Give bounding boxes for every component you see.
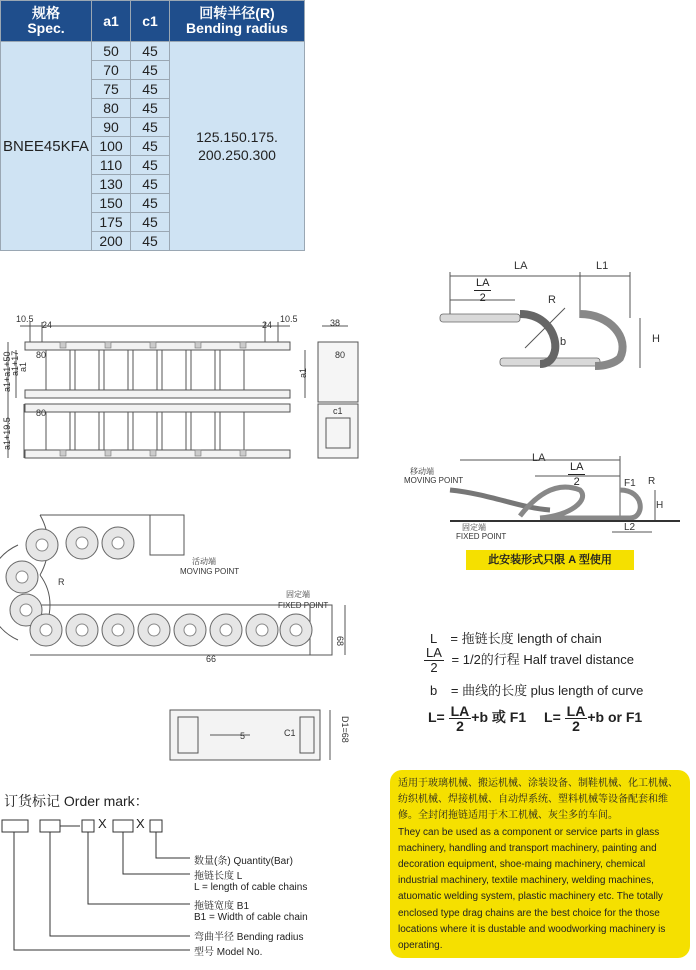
dim-10-5-right: 10.5 — [280, 314, 298, 324]
legend-la-num: LA — [426, 645, 442, 660]
diag-mid-h: H — [656, 500, 664, 511]
spec-c1-cell: 45 — [131, 213, 170, 232]
dim-38: 38 — [330, 318, 341, 328]
spec-table — [0, 0, 305, 251]
spec-c1-cell: 45 — [131, 42, 170, 61]
dim-a1-side: a1 — [298, 367, 308, 378]
dim-a1-a1-50: a1+a1+50 — [2, 351, 12, 392]
legend-l-symbol: L — [430, 631, 437, 646]
formula-mid-label: L= — [544, 709, 561, 726]
dim-68: 68 — [335, 636, 345, 647]
order-radius: 弯曲半径 Bending radius — [194, 932, 304, 943]
diag-top-la-half — [474, 276, 491, 305]
travel-diagram-top — [430, 258, 690, 388]
diag-mid-fixed-en: FIXED POINT — [456, 532, 507, 541]
spec-c1-cell: 45 — [131, 99, 170, 118]
spec-a1-cell: 150 — [92, 194, 131, 213]
diag-top-la: LA — [514, 260, 528, 272]
order-length-en: L = length of cable chains — [194, 882, 308, 893]
header-spec-en: Spec. — [27, 20, 65, 36]
radius-values-line2: 200.250.300 — [198, 147, 276, 163]
dim-80b: 80 — [36, 408, 47, 418]
order-width-en: B1 = Width of cable chain — [194, 912, 308, 923]
legend-b-symbol: b — [430, 683, 438, 698]
dim-a1: a1 — [18, 361, 28, 372]
spec-a1-cell: 175 — [92, 213, 131, 232]
fixed-point-cn: 固定端 — [286, 590, 310, 599]
diag-mid-fixed-cn: 固定端 — [462, 523, 486, 532]
header-radius-cn: 回转半径(R) — [199, 5, 275, 21]
formula-fraction-1 — [449, 704, 472, 733]
spec-c1-cell: 45 — [131, 80, 170, 99]
dim-c1-side: c1 — [333, 406, 343, 416]
spec-a1-cell: 110 — [92, 156, 131, 175]
spec-c1-cell: 45 — [131, 156, 170, 175]
description-en: They can be used as a component or service parts in glass machinery, handling and transport machinery, painting and decoration equipment, shoe-maing machinery, chemical industrial machinery, textile machinery, welding machines, atuomatic welding system, plastic machinery etc. The totally enclosed type drag chains are the best choice for the those locations where it is dustable and woodworking machinery is operating. — [398, 826, 666, 952]
formula-den-2: 2 — [572, 718, 580, 734]
chain-side-drawing — [0, 505, 360, 775]
header-a1: a1 — [92, 1, 131, 42]
formula-num-2: LA — [566, 703, 586, 719]
formula-fraction-2 — [565, 704, 588, 733]
spec-a1-cell: 80 — [92, 99, 131, 118]
spec-c1-cell: 45 — [131, 175, 170, 194]
spec-a1-cell: 90 — [92, 118, 131, 137]
order-x1: X — [98, 816, 107, 831]
legend-l-text: = 拖链长度 length of chain — [450, 631, 602, 646]
formula-den-1: 2 — [456, 718, 464, 734]
diag-mid-la-half-num: LA — [570, 461, 584, 473]
chain-plan-drawing — [0, 300, 380, 470]
dim-24-right: 24 — [262, 320, 273, 330]
diag-top-h: H — [652, 333, 660, 345]
spec-a1-cell: 75 — [92, 80, 131, 99]
radius-values-line1: 125.150.175. — [196, 129, 278, 145]
legend-b-text: = 曲线的长度 plus length of curve — [450, 683, 644, 698]
dim-24-left: 24 — [42, 320, 53, 330]
diag-mid-la: LA — [532, 452, 546, 464]
application-description — [390, 770, 690, 958]
spec-a1-cell: 100 — [92, 137, 131, 156]
legend-la-fraction — [424, 646, 444, 675]
spec-c1-cell: 45 — [131, 194, 170, 213]
dim-d1: D1=68 — [340, 716, 350, 743]
dim-66: 66 — [206, 654, 217, 664]
diag-top-la-half-num: LA — [476, 277, 490, 289]
spec-a1-cell: 130 — [92, 175, 131, 194]
order-mark-title: 订货标记 Order mark： — [4, 793, 149, 809]
spec-model-cell: BNEE45KFA — [1, 42, 92, 251]
dim-r-side: R — [58, 577, 65, 587]
length-formula — [428, 704, 642, 733]
diag-top-b: b — [560, 336, 567, 348]
spec-a1-cell: 70 — [92, 61, 131, 80]
header-radius-en: Bending radius — [186, 20, 288, 36]
diag-mid-r: R — [648, 476, 656, 487]
spec-table-body — [1, 42, 305, 251]
spec-c1-cell: 45 — [131, 118, 170, 137]
formula-plus-cn: +b 或 F1 — [471, 709, 527, 726]
diag-mid-moving-cn: 移动端 — [410, 467, 434, 476]
dim-10-5-left: 10.5 — [16, 314, 34, 324]
diag-mid-la-half — [568, 460, 585, 489]
travel-diagram-mid — [390, 450, 690, 550]
spec-c1-cell: 45 — [131, 232, 170, 251]
diag-mid-l2: L2 — [624, 522, 636, 533]
order-length-cn: 拖链长度 L — [194, 871, 243, 882]
spec-radius-cell — [170, 42, 305, 251]
diag-mid-moving-en: MOVING POINT — [404, 476, 464, 485]
order-width-cn: 拖链宽度 B1 — [194, 901, 250, 912]
diag-top-l1: L1 — [596, 260, 609, 272]
diag-mid-la-half-den: 2 — [573, 476, 580, 488]
header-c1: c1 — [131, 1, 170, 42]
diag-mid-f1: F1 — [624, 478, 636, 489]
moving-point-cn: 活动端 — [192, 557, 216, 566]
dim-a1-17: a1+17 — [10, 350, 20, 376]
dim-c1-bottom: C1 — [284, 728, 296, 738]
description-cn: 适用于玻璃机械、搬运机械、涂装设备、制鞋机械、化工机械、纺织机械、焊接机械、自动焊系统、塑料机械等设备配套和维修。全封闭拖链适用于木工机械、灰尘多的车间。 — [398, 778, 678, 822]
diag-top-la-half-den: 2 — [479, 292, 486, 304]
order-x2: X — [136, 816, 145, 831]
order-qty: 数量(条) Quantity(Bar) — [194, 856, 293, 867]
dim-5: 5 — [240, 731, 246, 741]
header-radius — [170, 1, 305, 42]
legend-la-den: 2 — [430, 660, 438, 675]
formula-plus-en: +b or F1 — [587, 709, 643, 726]
a-type-note: 此安装形式只限 A 型使用 — [466, 550, 634, 570]
legend-la-text: = 1/2的行程 Half travel distance — [451, 651, 634, 667]
order-mark-diagram — [0, 812, 200, 962]
dim-80c: 80 — [335, 350, 346, 360]
spec-a1-cell: 50 — [92, 42, 131, 61]
header-spec — [1, 1, 92, 42]
legend-b — [430, 680, 643, 699]
moving-point-en: MOVING POINT — [180, 567, 240, 576]
order-model: 型号 Model No. — [194, 947, 263, 958]
spec-c1-cell: 45 — [131, 61, 170, 80]
dim-a1-19-5: a1+19.5 — [2, 417, 12, 450]
legend-l — [430, 628, 602, 647]
legend-la — [424, 646, 634, 675]
header-spec-cn: 规格 — [32, 5, 60, 21]
formula-left-label: L= — [428, 709, 445, 726]
formula-num-1: LA — [450, 703, 470, 719]
spec-row — [1, 42, 305, 61]
spec-c1-cell: 45 — [131, 137, 170, 156]
spec-a1-cell: 200 — [92, 232, 131, 251]
dim-80a: 80 — [36, 350, 47, 360]
fixed-point-en: FIXED POINT — [278, 601, 329, 610]
diag-top-r: R — [548, 294, 556, 306]
